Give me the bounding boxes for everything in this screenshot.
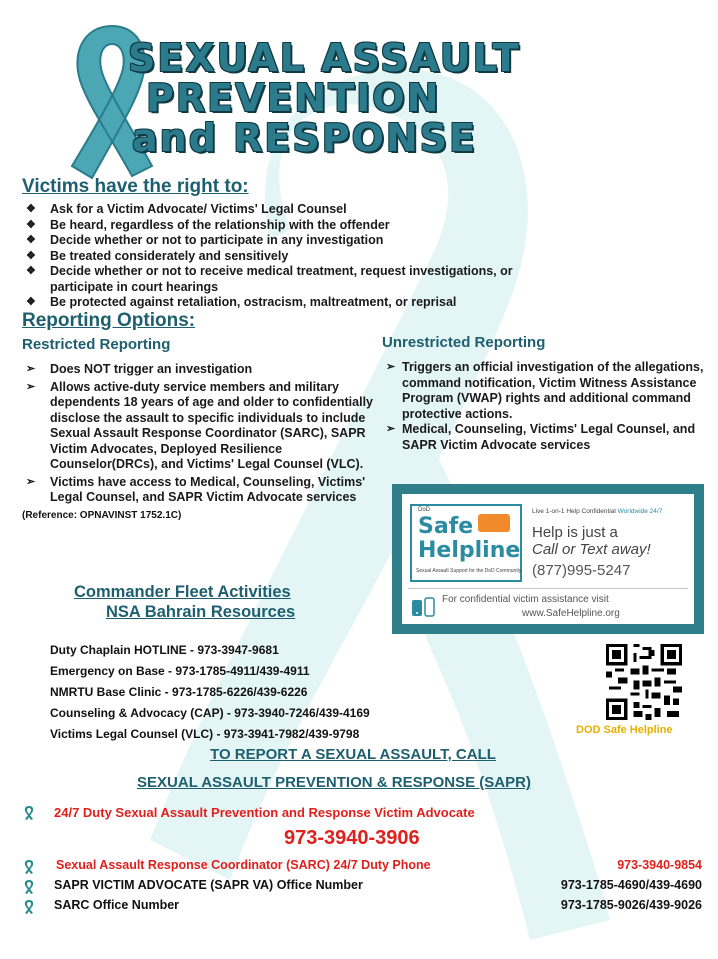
unrestricted-reporting (382, 334, 704, 453)
title-line-3: and RESPONSE (132, 116, 477, 160)
helpline-foot-text: For confidential victim assistance visit (442, 594, 609, 605)
list-item: ❖ Be heard, regardless of the relationship with the offender (26, 217, 390, 232)
reporting-options-section (22, 310, 382, 521)
helpline-tagline: Live 1-on-1 Help Confidential Worldwide 24/7 (532, 508, 663, 515)
reporting-options-heading: Reporting Options: (22, 310, 196, 331)
list-item: ➢ Victims have access to Medical, Counseling, Victims' Legal Counsel, and SAPR Victim Advocate services (26, 474, 366, 504)
report-call-section (0, 744, 718, 794)
list-item: Emergency on Base - 973-1785-4911/439-4911 (50, 664, 310, 678)
diamond-bullet-icon: ❖ (26, 296, 36, 308)
list-item: ➢ Triggers an official investigation of the allegations, command notification, Victim Witness Assistance Program (VWAP) rights and additional command protective actions. (386, 360, 704, 421)
unrestricted-reporting-heading: Unrestricted Reporting (382, 334, 546, 351)
list-item: ➢ Allows active-duty service members and military dependents 18 years of age and older to confidentially disclose the assault to specific individuals to include Sexual Assault Response Coordinator (SARC), SAPR Victim Advocates, Deployed Resilience Counselor(DRCs), and Victims' Legal Counsel (VLC). (26, 379, 373, 471)
restricted-reporting-heading: Restricted Reporting (22, 336, 171, 353)
restricted-reporting-list (22, 362, 382, 506)
diamond-bullet-icon: ❖ (26, 265, 36, 277)
duty-advocate-section (22, 804, 712, 850)
contact-number[interactable]: 973-1785-4690/439-4690 (560, 878, 702, 892)
diamond-bullet-icon: ❖ (26, 249, 36, 262)
logo-helpline-text: Helpline (418, 538, 521, 563)
title-line-2: PREVENTION (146, 76, 441, 120)
ribbon-bullet-icon (22, 859, 36, 875)
contact-number[interactable]: 973-3940-9854 (617, 858, 702, 872)
victim-rights-heading: Victims have the right to: (22, 176, 249, 197)
arrow-bullet-icon: ➢ (386, 423, 396, 435)
resources-heading-line-2: NSA Bahrain Resources (106, 603, 296, 621)
diamond-bullet-icon: ❖ (26, 218, 36, 231)
safe-helpline-card[interactable] (392, 484, 704, 634)
unrestricted-reporting-list (382, 360, 704, 453)
duty-advocate-number[interactable]: 973-3940-3906 (284, 827, 420, 849)
contact-label: SARC Office Number (54, 898, 180, 912)
list-item: ❖ Be protected against retaliation, ostracism, maltreatment, or reprisal (26, 295, 457, 309)
helpline-phone[interactable]: (877)995-5247 (532, 562, 631, 579)
phone-devices-icon (410, 596, 440, 618)
diamond-bullet-icon: ❖ (26, 234, 36, 246)
arrow-bullet-icon: ➢ (26, 380, 36, 393)
poster-title (128, 38, 708, 158)
contact-label: SAPR VICTIM ADVOCATE (SAPR VA) Office Number (54, 878, 363, 892)
resource-contacts-list (50, 640, 470, 745)
list-item: Counseling & Advocacy (CAP) - 973-3940-7246/439-4169 (50, 706, 370, 720)
diamond-bullet-icon: ❖ (26, 203, 36, 215)
list-item: ❖ Decide whether or not to participate in any investigation (26, 233, 384, 247)
helpline-url-link[interactable]: www.SafeHelpline.org (522, 608, 620, 619)
reference-note: (Reference: OPNAVINST 1752.1C) (22, 509, 182, 521)
list-item: ❖ Be treated considerately and sensitively (26, 248, 289, 263)
list-item: ❖ Decide whether or not to receive medical treatment, request investigations, or participate in court hearings (26, 264, 513, 294)
list-item: Duty Chaplain HOTLINE - 973-3947-9681 (50, 643, 279, 657)
sapr-contacts-list (22, 856, 712, 916)
ribbon-bullet-icon (22, 879, 36, 895)
victim-rights-section (22, 176, 522, 311)
arrow-bullet-icon: ➢ (26, 475, 36, 488)
report-call-line-2: SEXUAL ASSAULT PREVENTION & RESPONSE (SAPR) (137, 774, 531, 791)
arrow-bullet-icon: ➢ (26, 363, 36, 375)
list-item: ➢ Medical, Counseling, Victims' Legal Counsel, and SAPR Victim Advocate services (386, 422, 696, 452)
list-item: NMRTU Base Clinic - 973-1785-6226/439-6226 (50, 685, 308, 699)
logo-safe-text: Safe (418, 514, 474, 539)
table-row (22, 876, 712, 896)
title-line-1: SEXUAL ASSAULT (128, 36, 521, 80)
speech-bubble-icon (478, 514, 510, 532)
qr-code-icon[interactable] (606, 644, 682, 720)
helpline-message: Help is just a Call or Text away! (532, 524, 651, 558)
resources-heading (74, 582, 394, 622)
qr-code-label: DOD Safe Helpline (576, 724, 673, 736)
list-item: ❖ Ask for a Victim Advocate/ Victims' Legal Counsel (26, 202, 347, 216)
safe-helpline-logo (410, 504, 522, 582)
duty-advocate-label: 24/7 Duty Sexual Assault Prevention and Response Victim Advocate (22, 804, 712, 822)
victim-rights-list (22, 202, 522, 311)
contact-number[interactable]: 973-1785-9026/439-9026 (560, 898, 702, 912)
divider (408, 588, 688, 589)
safe-helpline-card-inner (402, 494, 694, 624)
ribbon-bullet-icon (22, 899, 36, 915)
ribbon-bullet-icon (22, 805, 36, 821)
table-row (22, 896, 712, 916)
logo-tagline: Sexual Assault Support for the DoD Community (416, 568, 522, 574)
list-item: ➢ Does NOT trigger an investigation (26, 362, 253, 376)
table-row (22, 856, 712, 876)
arrow-bullet-icon: ➢ (386, 361, 396, 373)
list-item: Victims Legal Counsel (VLC) - 973-3941-7982/439-9798 (50, 727, 360, 741)
report-call-line-1: TO REPORT A SEXUAL ASSAULT, CALL (210, 746, 496, 763)
resources-heading-line-1: Commander Fleet Activities (74, 583, 291, 601)
restricted-reporting (22, 336, 382, 521)
contact-label: Sexual Assault Response Coordinator (SARC) 24/7 Duty Phone (56, 858, 431, 872)
dod-label: DoD (418, 507, 431, 513)
